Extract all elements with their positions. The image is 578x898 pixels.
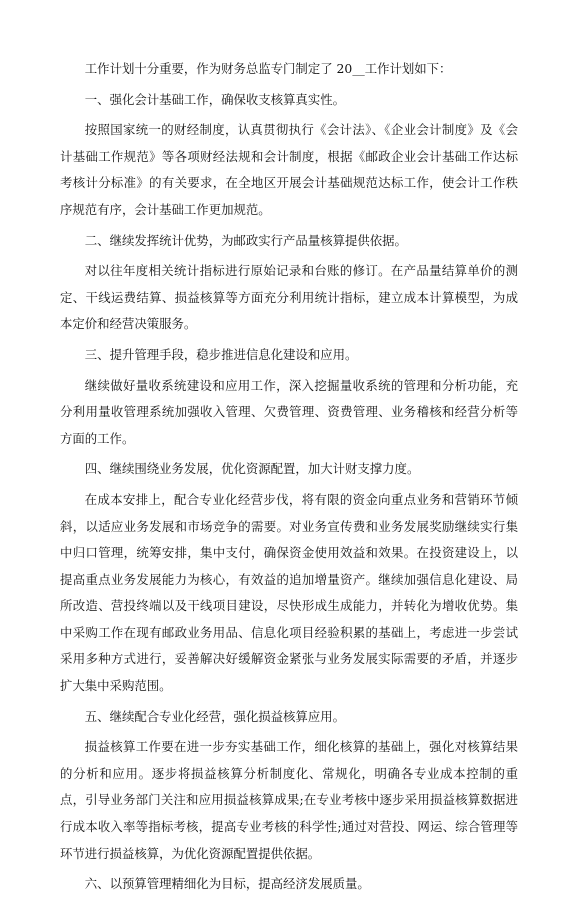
section-3-heading: 三、提升管理手段，稳步推进信息化建设和应用。 xyxy=(84,346,358,362)
section-5-body: 损益核算工作要在进一步夯实基础工作，细化核算的基础上，强化对核算结果的分析和应用。逐步将损益核算分析制度化、常规化，明确各专业成本控制的重点，引导业务部门关注和应用损益核算成果;在专业考核中逐步采用损益核算数据进行成本收入率等指标考核，提高专业考核的科学性;通过对营投、网运、综合管理等环节进行损益核算，为优化资源配置提供依据。 xyxy=(60,739,518,861)
section-4-heading: 四、继续围绕业务发展，优化资源配置，加大计财支撑力度。 xyxy=(84,461,420,477)
section-4-body: 在成本安排上，配合专业化经营步伐，将有限的资金向重点业务和营销环节倾斜，以适应业务发展和市场竞争的需要。对业务宣传费和业务发展奖励继续实行集中归口管理，统筹安排，集中支付，确保资金使用效益和效果。在投资建设上，以提高重点业务发展能力为核心，有效益的追加增量资产。继续加强信息化建设、局所改造、营投终端以及干线项目建设，尽快形成生成能力，并转化为增收优势。集中采购工作在现有邮政业务用品、信息化项目经验积累的基础上，考虑进一步尝试采用多种方式进行，妥善解决好缓解资金紧张与业务发展实际需要的矛盾，并逐步扩大集中采购范围。 xyxy=(60,491,518,694)
section-5-heading: 五、继续配合专业化经营，强化损益核算应用。 xyxy=(84,708,345,724)
intro-paragraph: 工作计划十分重要，作为财务总监专门制定了 20__工作计划如下： xyxy=(84,61,452,76)
section-1-heading: 一、强化会计基础工作，确保收支核算真实性。 xyxy=(84,91,345,107)
section-3-body: 继续做好量收系统建设和应用工作，深入挖掘量收系统的管理和分析功能，充分利用量收管理系统加强收入管理、欠费管理、资费管理、业务稽核和经营分析等方面的工作。 xyxy=(60,377,518,446)
section-2-heading: 二、继续发挥统计优势，为邮政实行产品量核算提供依据。 xyxy=(84,232,407,248)
section-2-body: 对以往年度相关统计指标进行原始记录和台账的修订。在产品量结算单价的测定、干线运费结算、损益核算等方面充分利用统计指标，建立成本计算模型，为成本定价和经营决策服务。 xyxy=(60,263,518,332)
section-6-heading: 六、以预算管理精细化为目标，提高经济发展质量。 xyxy=(84,876,370,892)
section-1-body: 按照国家统一的财经制度，认真贯彻执行《会计法》、《企业会计制度》及《会计基础工作规范》等各项财经法规和会计制度，根据《邮政企业会计基础工作达标考核计分标准》的有关要求，在全地区开展会计基础规范达标工作，使会计工作秩序规范有序，会计基础工作更加规范。 xyxy=(60,122,518,217)
document-page xyxy=(60,56,518,898)
